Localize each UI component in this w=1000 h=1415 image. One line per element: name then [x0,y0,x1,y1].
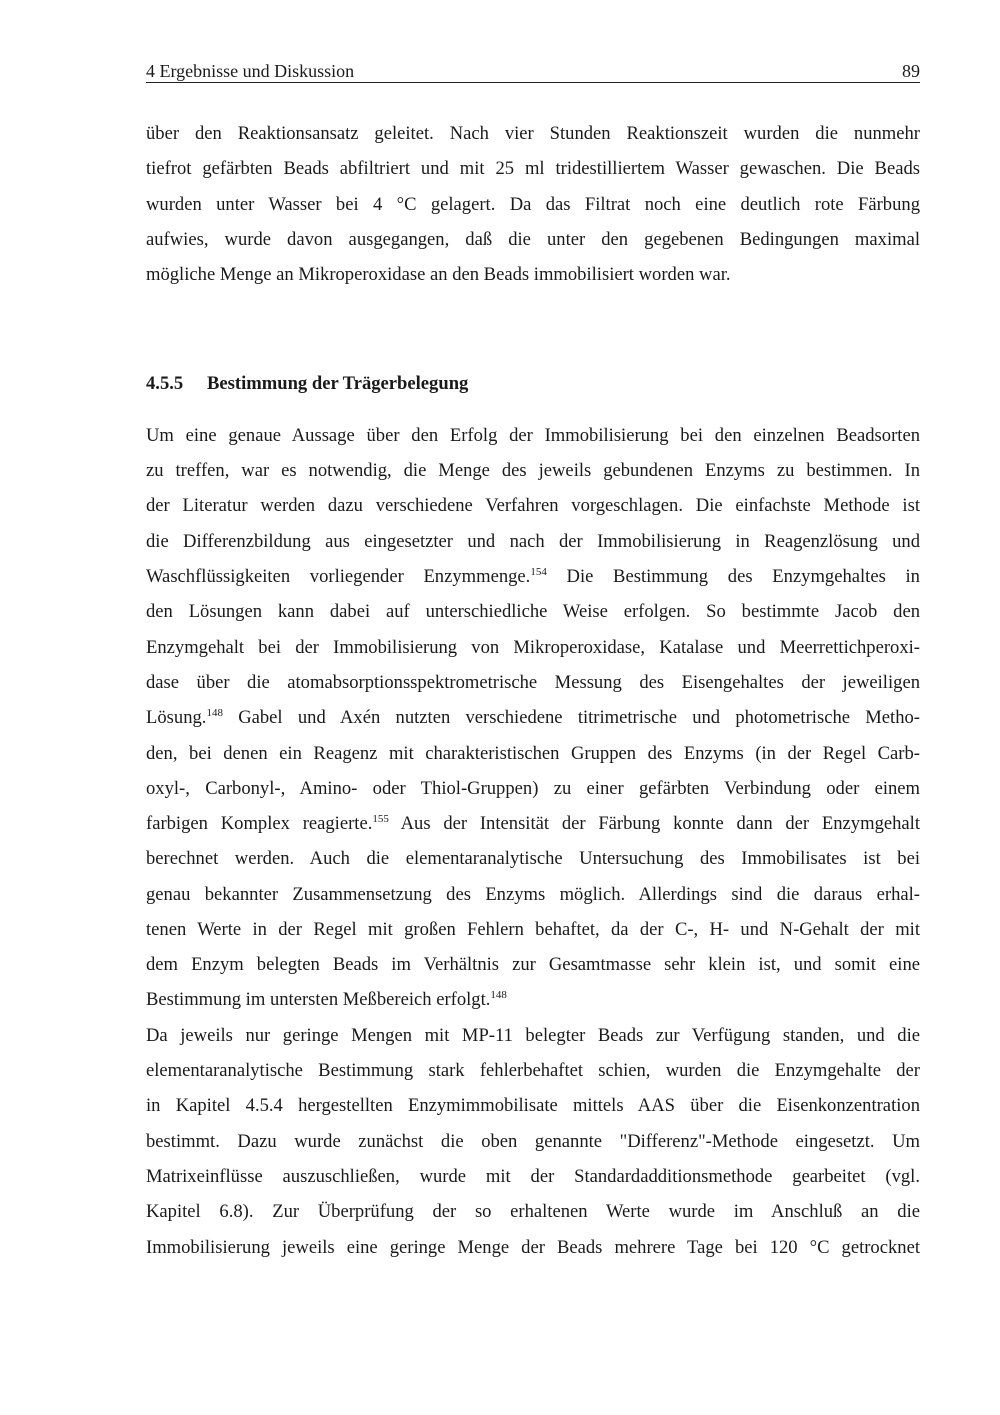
text-line: Matrixeinflüsse auszuschließen, wurde mit der Standardadditionsmethode gearbeitet (vgl. [146,1166,920,1187]
section-heading [146,372,468,396]
text-segment: Waschflüssigkeiten vorliegender Enzymmenge. [146,566,531,587]
text-line: dem Enzym belegten Beads im Verhältnis zur Gesamtmasse sehr klein ist, und somit eine [146,954,920,975]
chapter-title: 4 Ergebnisse und Diskussion [146,61,355,81]
text-line: mögliche Menge an Mikroperoxidase an den Beads immobilisiert worden war. [146,264,731,285]
text-line: Um eine genaue Aussage über den Erfolg der Immobilisierung bei den einzelnen Beadsorten [146,425,920,446]
text-line: tenen Werte in der Regel mit großen Fehlern behaftet, da der C-, H- und N-Gehalt der mit [146,919,920,940]
text-line: elementaranalytische Bestimmung stark fehlerbehaftet schien, wurden die Enzymgehalte der [146,1060,920,1081]
text-line: genau bekannter Zusammensetzung des Enzyms möglich. Allerdings sind die daraus erhal- [146,884,920,905]
text-line: den Lösungen kann dabei auf unterschiedliche Weise erfolgen. So bestimmte Jacob den [146,601,920,622]
text-line: dase über die atomabsorptionsspektrometrische Messung des Eisengehaltes der jeweiligen [146,672,920,693]
citation-154: 154 [530,566,547,578]
text-line: Immobilisierung jeweils eine geringe Menge der Beads mehrere Tage bei 120 °C getrocknet [146,1237,920,1258]
text-line: aufwies, wurde davon ausgegangen, daß die unter den gegebenen Bedingungen maximal [146,229,920,250]
text-line: über den Reaktionsansatz geleitet. Nach vier Stunden Reaktionszeit wurden die nunmehr [146,123,920,144]
text-line: in Kapitel 4.5.4 hergestellten Enzymimmobilisate mittels AAS über die Eisenkonzentration [146,1095,920,1116]
text-line: Da jeweils nur geringe Mengen mit MP-11 belegter Beads zur Verfügung standen, und die [146,1025,920,1046]
page-number: 89 [902,61,920,81]
text-segment: farbigen Komplex reagierte. [146,813,373,834]
text-line: wurden unter Wasser bei 4 °C gelagert. Da das Filtrat noch eine deutlich rote Färbung [146,194,920,215]
text-line: Enzymgehalt bei der Immobilisierung von Mikroperoxidase, Katalase und Meerrettichperoxi- [146,637,920,658]
text-segment: Die Bestimmung des Enzymgehaltes in [546,566,920,587]
text-line: tiefrot gefärbten Beads abfiltriert und mit 25 ml tridestilliertem Wasser gewaschen. Die Beads [146,158,920,179]
text-line: Kapitel 6.8). Zur Überprüfung der so erhaltenen Werte wurde im Anschluß an die [146,1201,920,1222]
citation-155: 155 [372,813,389,825]
text-line [146,565,920,589]
citation-148: 148 [490,989,507,1001]
text-line: die Differenzbildung aus eingesetzter und nach der Immobilisierung in Reagenzlösung und [146,531,920,552]
text-line [146,706,920,730]
text-segment: Gabel und Axén nutzten verschiedene titrimetrische und photometrische Metho- [222,707,920,728]
text-line: der Literatur werden dazu verschiedene Verfahren vorgeschlagen. Die einfachste Methode ist [146,495,920,516]
text-line: oxyl-, Carbonyl-, Amino- oder Thiol-Gruppen) zu einer gefärbten Verbindung oder einem [146,778,920,799]
text-segment: Aus der Intensität der Färbung konnte dann der Enzymgehalt [388,813,920,834]
section-number: 4.5.5 [146,373,184,394]
text-line: zu treffen, war es notwendig, die Menge des jeweils gebundenen Enzyms zu bestimmen. In [146,460,920,481]
section-title: Bestimmung der Trägerbelegung [207,373,469,394]
text-line: den, bei denen ein Reagenz mit charakteristischen Gruppen des Enzyms (in der Regel Carb- [146,743,920,764]
text-line [146,812,920,836]
citation-148: 148 [206,707,223,719]
text-line: berechnet werden. Auch die elementaranalytische Untersuchung des Immobilisates ist bei [146,848,920,869]
running-header [146,60,920,83]
text-segment: Bestimmung im untersten Meßbereich erfolgt. [146,989,491,1010]
text-segment: Lösung. [146,707,207,728]
text-line [146,988,920,1012]
text-line: bestimmt. Dazu wurde zunächst die oben genannte "Differenz"-Methode eingesetzt. Um [146,1131,920,1152]
